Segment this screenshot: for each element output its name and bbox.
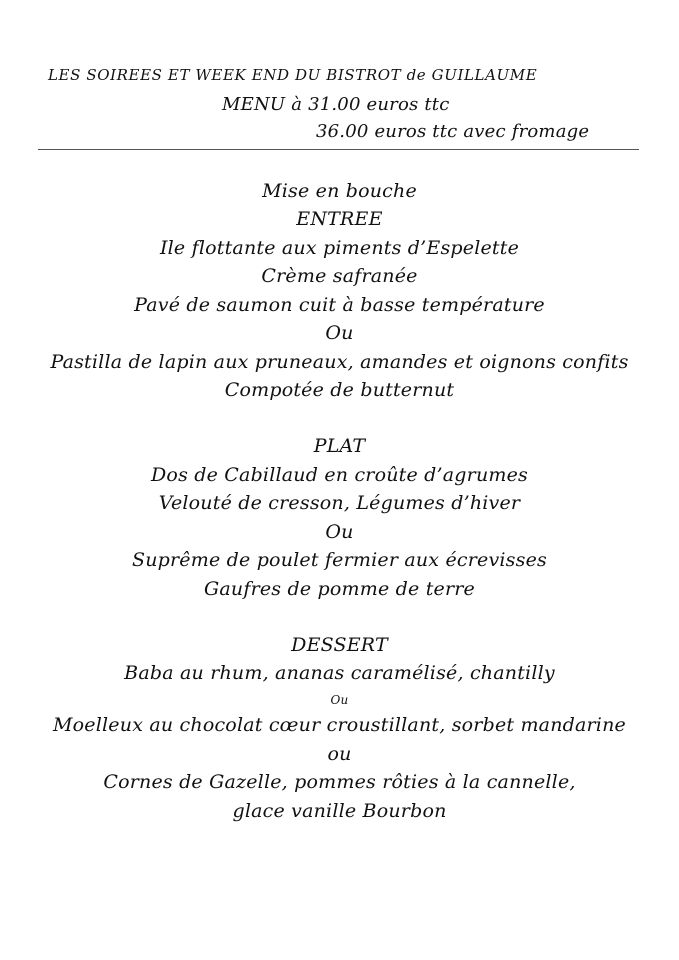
plat-item: Gaufres de pomme de terre (204, 578, 475, 600)
menu-price-cheese-line: 36.00 euros ttc avec fromage (316, 121, 590, 142)
plat-item: Suprême de poulet fermier aux écrevisses (132, 549, 547, 571)
dessert-item: Moelleux au chocolat cœur croustillant, sorbet mandarine (53, 714, 626, 736)
plat-item: Dos de Cabillaud en croûte d’agrumes (151, 464, 528, 486)
plat-item: Velouté de cresson, Légumes d’hiver (158, 492, 521, 514)
header-divider (38, 149, 639, 150)
dessert-or-separator: Ou (330, 693, 349, 707)
entree-item: Compotée de butternut (224, 379, 455, 401)
entree-item: Ile flottante aux piments d’Espelette (159, 237, 520, 259)
entree-item: Pavé de saumon cuit à basse température (134, 294, 545, 316)
plat-or-separator: Ou (325, 521, 354, 543)
menu-price-line: MENU à 31.00 euros ttc (222, 94, 450, 115)
entree-heading: ENTREE (296, 208, 383, 230)
amuse-bouche: Mise en bouche (262, 180, 417, 202)
dessert-heading: DESSERT (291, 634, 388, 656)
dessert-item: Baba au rhum, ananas caramélisé, chantilly (124, 662, 555, 684)
dessert-or-separator: ou (327, 743, 352, 765)
entree-item: Crème safranée (261, 265, 418, 287)
restaurant-title: LES SOIREES ET WEEK END DU BISTROT de GUILLAUME (48, 66, 538, 84)
plat-heading: PLAT (313, 435, 366, 457)
entree-or-separator: Ou (325, 322, 354, 344)
entree-item: Pastilla de lapin aux pruneaux, amandes et oignons confits (50, 351, 629, 373)
dessert-item: glace vanille Bourbon (232, 800, 447, 822)
dessert-item: Cornes de Gazelle, pommes rôties à la cannelle, (103, 771, 576, 793)
